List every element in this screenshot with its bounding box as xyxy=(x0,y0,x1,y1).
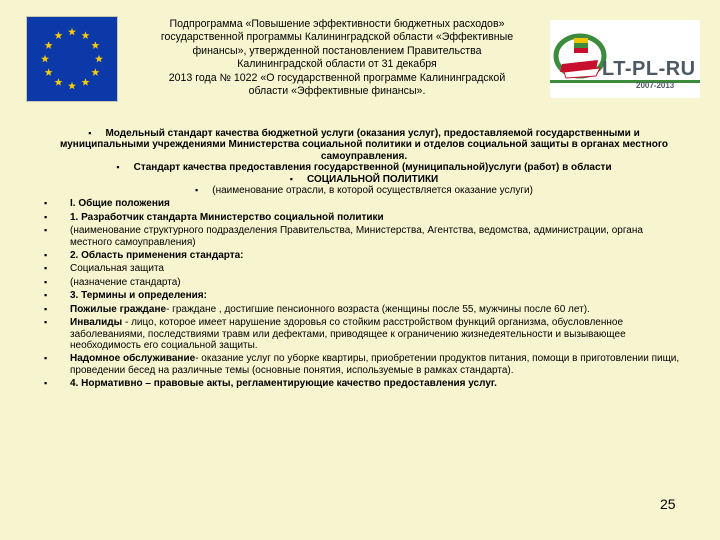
slide-content xyxy=(44,128,684,392)
program-title-line: Подпрограмма «Повышение эффективности бюджетных расходов» xyxy=(169,18,505,30)
bullet-icon: ▪ xyxy=(44,250,48,261)
program-title xyxy=(128,18,546,98)
bullet-icon: ▪ xyxy=(195,185,199,196)
bullet-icon: ▪ xyxy=(44,276,48,287)
legal-acts-heading: ▪ 4. Нормативно – правовые акты, регламентирующие качество предоставления услуг. xyxy=(44,378,497,390)
eu-star-icon xyxy=(95,55,103,63)
page-number: 25 xyxy=(660,496,676,512)
eu-star-icon xyxy=(41,55,49,63)
list-item: ▪ I. Общие положения xyxy=(44,198,170,210)
social-policy-heading: ▪ СОЦИАЛЬНОЙ ПОЛИТИКИ xyxy=(289,173,439,185)
eu-star-icon xyxy=(82,78,90,86)
bullet-icon: ▪ xyxy=(44,263,48,274)
logo-years: 2007-2013 xyxy=(636,81,675,90)
list-item: ▪ 3. Термины и определения: xyxy=(44,290,207,302)
list-item: ▪ (назначение стандарта) xyxy=(44,276,181,288)
definition-disabled: ▪ Инвалиды - лицо, которое имеет нарушение здоровья со стойким расстройством функций организма, обусловленное заболеваниями, последствиями травм или дефектами, приводящее к ограничению жизнедеятельности и вызывающее необходимость его социальной защиты. xyxy=(44,317,626,351)
bullet-icon: ▪ xyxy=(44,225,48,236)
standard-title: ▪ Стандарт качества предоставления государственной (муниципальной)услуги (работ) в области xyxy=(116,162,612,174)
eu-star-icon xyxy=(45,41,53,49)
bullet-icon: ▪ xyxy=(44,317,48,328)
bullet-icon: ▪ xyxy=(116,162,120,173)
list-item: ▪ 1. Разработчик стандарта Министерство социальной политики xyxy=(44,211,384,223)
eu-star-icon xyxy=(91,68,99,76)
program-title-line: области «Эффективные финансы». xyxy=(248,85,426,98)
industry-note: ▪ (наименование отрасли, в которой осуществляется оказание услуги) xyxy=(195,185,533,197)
bullet-icon: ▪ xyxy=(44,353,48,364)
bullet-icon: ▪ xyxy=(44,198,48,209)
bullet-icon: ▪ xyxy=(88,128,92,138)
eu-star-icon xyxy=(55,78,63,86)
bullet-icon: ▪ xyxy=(44,290,48,301)
program-title-line: финансы», утвержденной постановлением Правительства xyxy=(192,44,482,57)
program-title-line: государственной программы Калининградской области «Эффективные xyxy=(160,31,514,44)
model-standard-heading: ▪ Модельный стандарт качества бюджетной услуги (оказания услуг), предоставляемой государственными и муниципальными учреждениями Министерства социальной политики и отделов социальной защиты в органах местного самоуправления. xyxy=(59,128,669,162)
definition-home-service: ▪ Надомное обслуживание- оказание услуг по уборке квартиры, приобретении продуктов питания, помощи в приготовлении пищи, проведении бесед на различные темы (основные понятия, используемые в рамках стандарта). xyxy=(44,353,680,376)
list-item: ▪ 2. Область применения стандарта: xyxy=(44,250,244,262)
list-item: ▪ (наименование структурного подразделения Правительства, Министерства, Агентства, ведомства, администрации, органа местного самоуправления) xyxy=(44,225,643,248)
lt-pl-ru-logo xyxy=(550,20,700,98)
eu-star-icon xyxy=(55,31,63,39)
eu-star-icon xyxy=(91,41,99,49)
slide-header xyxy=(0,0,720,118)
bullet-icon: ▪ xyxy=(44,303,48,314)
program-title-line: Калининградской области от 31 декабря xyxy=(237,58,437,71)
eu-star-icon xyxy=(82,31,90,39)
eu-star-icon xyxy=(45,68,53,76)
program-title-line: 2013 года № 1022 «О государственной программе Калининградской xyxy=(168,71,506,84)
logo-name: LT-PL-RU xyxy=(602,58,696,80)
eu-star-icon xyxy=(68,82,76,90)
list-item: ▪ Социальная защита xyxy=(44,263,164,275)
bullet-icon: ▪ xyxy=(289,173,293,184)
eu-stars-icon xyxy=(27,17,117,101)
eu-flag-logo xyxy=(26,16,118,102)
eu-star-icon xyxy=(68,28,76,36)
bullet-icon: ▪ xyxy=(44,378,48,389)
definition-elderly: ▪ Пожилые граждане- граждане , достигшие пенсионного возраста (женщины после 55, мужчины после 60 лет). xyxy=(44,303,590,315)
bullet-icon: ▪ xyxy=(44,211,48,222)
